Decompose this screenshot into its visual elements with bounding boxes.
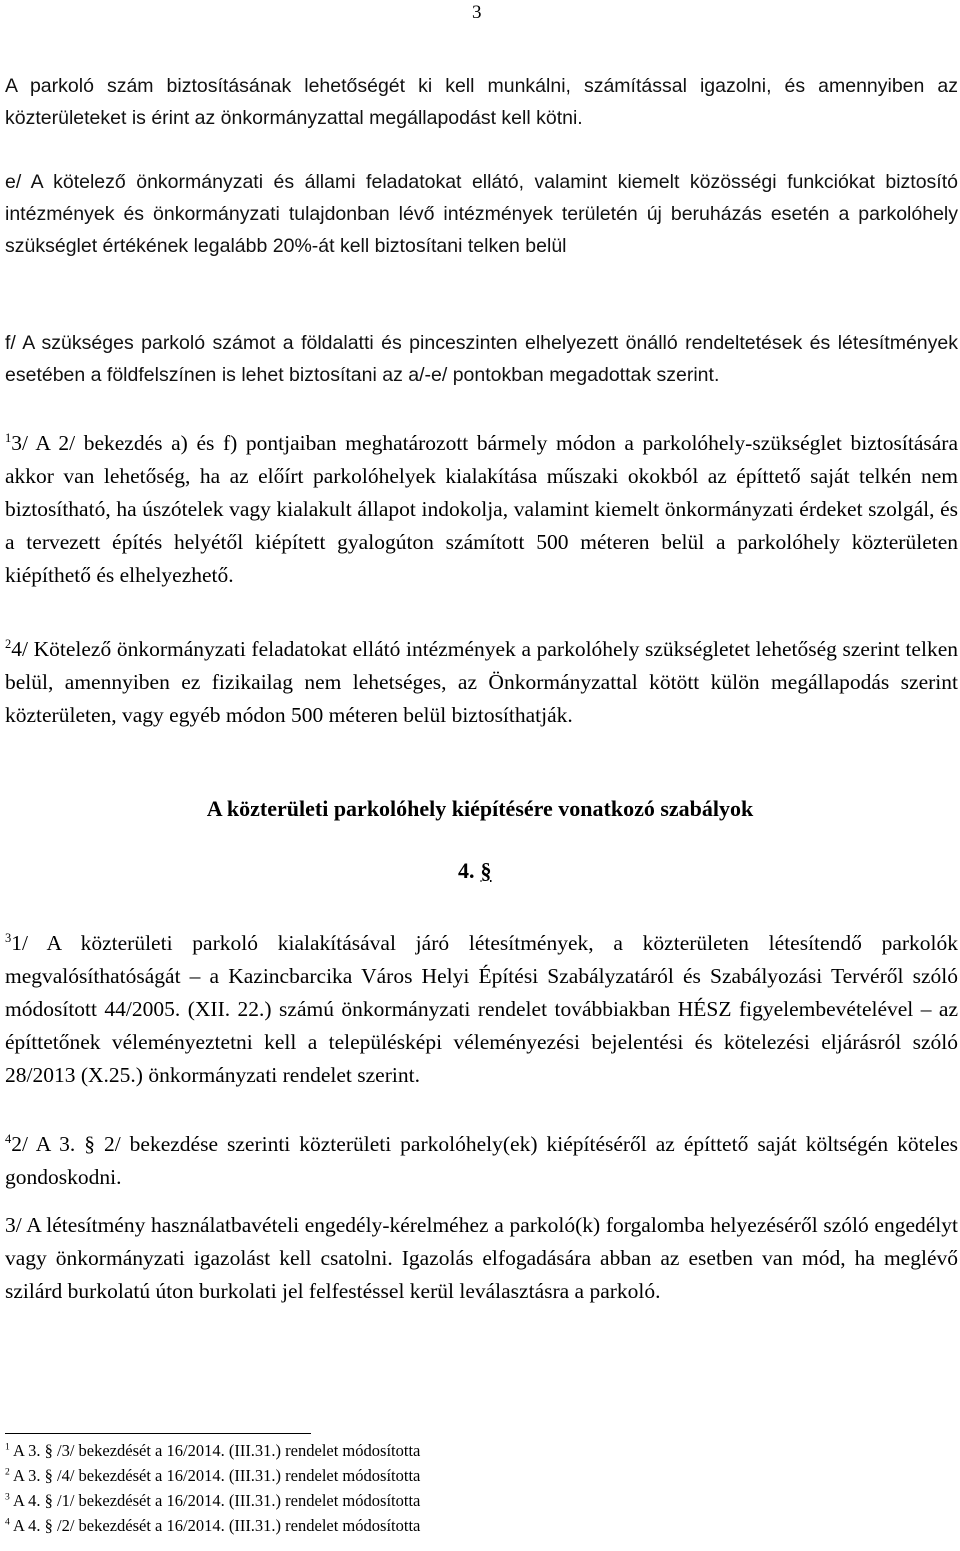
paragraph-f: f/ A szükséges parkoló számot a földalatti és pinceszinten elhelyezett önálló rendeltetések és létesítmények esetében a földfelszínen is lehet biztosítani az a/-e/ pontokban megadottak szerint. — [5, 332, 958, 386]
subsection-3: 3/ A létesítmény használatbavételi engedély-kérelméhez a parkoló(k) forgalomba helyezéséről szóló engedélyt vagy önkormányzati igazolást kell csatolni. Igazolás elfogadására abban az esetben van mód, ha meglévő szilárd burkolatú úton burkolati jel felfestéssel kerül leválasztásra a parkoló. — [5, 1213, 958, 1303]
subsection-1-text: 1/ A közterületi parkoló kialakításával járó létesítmények, a közterületen létesítendő parkolók megvalósíthatóságát – a Kazincbarcika Város Helyi Építési Szabályzatáról és Szabályozási Tervéről szóló módosított 44/2005. (XII. 22.) számú önkormányzati rendelet továbbiakban HÉSZ figyelembevételével – az építtetőnek véleményeztetni kell a településképi véleményezési bejelentési és kötelezési eljárásról szóló 28/2013 (X.25.) önkormányzati rendelet szerint. — [5, 931, 958, 1087]
section-number — [458, 856, 492, 886]
footnote-3 — [5, 1490, 420, 1512]
footnote-1-number: 1 — [5, 1441, 10, 1453]
paragraph-4-text: 4/ Kötelező önkormányzati feladatokat ellátó intézmények a parkolóhely szükségletet lehetőség szerint telken belül, amennyiben ez fizikailag nem lehetséges, az Önkormányzattal kötött külön megállapodás szerint közterületen, vagy egyéb módon 500 méteren belül biztosíthatják. — [5, 637, 958, 727]
footnote-4 — [5, 1515, 420, 1537]
paragraph-parking-capacity: A parkoló szám biztosításának lehetőségét ki kell munkálni, számítással igazolni, és amennyiben az közterületeket is érint az önkormányzattal megállapodást kell kötni. — [5, 75, 958, 129]
section-heading: A közterületi parkolóhely kiépítésére vonatkozó szabályok — [206, 796, 754, 821]
subsection-2 — [5, 1128, 958, 1194]
footnote-2-text: A 3. § /4/ bekezdését a 16/2014. (III.31.) rendelet módosította — [13, 1466, 421, 1485]
footnote-3-text: A 4. § /1/ bekezdését a 16/2014. (III.31.) rendelet módosította — [13, 1491, 421, 1510]
section-sign: § — [480, 858, 492, 883]
subsection-2-text: 2/ A 3. § 2/ bekezdése szerinti közterületi parkolóhely(ek) kiépítéséről az építtető saját költségén köteles gondoskodni. — [5, 1132, 958, 1189]
footnote-ref-4[interactable]: 4 — [5, 1131, 12, 1146]
paragraph-e: e/ A kötelező önkormányzati és állami feladatokat ellátó, valamint kiemelt közösségi funkciókat biztosító intézmények és önkormányzati tulajdonban lévő intézmények területén új beruházás esetén a parkolóhely szükséglet értékének legalább 20%-át kell biztosítani telken belül — [5, 171, 958, 257]
footnote-ref-2[interactable]: 2 — [5, 636, 12, 651]
footnote-3-number: 3 — [5, 1491, 10, 1503]
footnote-1 — [5, 1440, 420, 1462]
footnote-separator — [5, 1433, 311, 1434]
footnote-ref-1[interactable]: 1 — [5, 430, 12, 445]
paragraph-4 — [5, 633, 958, 732]
page-number: 3 — [472, 2, 482, 23]
footnote-2 — [5, 1465, 420, 1487]
subsection-1 — [5, 927, 958, 1092]
footnote-ref-3[interactable]: 3 — [5, 930, 12, 945]
paragraph-3 — [5, 427, 958, 592]
footnote-1-text: A 3. § /3/ bekezdését a 16/2014. (III.31.) rendelet módosította — [13, 1441, 421, 1460]
paragraph-3-text: 3/ A 2/ bekezdés a) és f) pontjaiban meghatározott bármely módon a parkolóhely-szükséglet biztosítására akkor van lehetőség, ha az előírt parkolóhelyek kialakítása műszaki okokból az építtető saját telkén nem biztosítható, ha úszótelek vagy kialakult állapot indokolja, valamint kiemelt önkormányzati érdeket szolgál, és a tervezett építés helyétől kiépített gyalogúton számított 500 méteren belül a parkolóhely közterületen kiépíthető és elhelyezhető. — [5, 431, 958, 587]
footnote-4-text: A 4. § /2/ bekezdését a 16/2014. (III.31.) rendelet módosította — [13, 1516, 421, 1535]
section-number-text: 4. — [458, 858, 475, 883]
footnote-4-number: 4 — [5, 1516, 10, 1528]
footnote-2-number: 2 — [5, 1466, 10, 1478]
